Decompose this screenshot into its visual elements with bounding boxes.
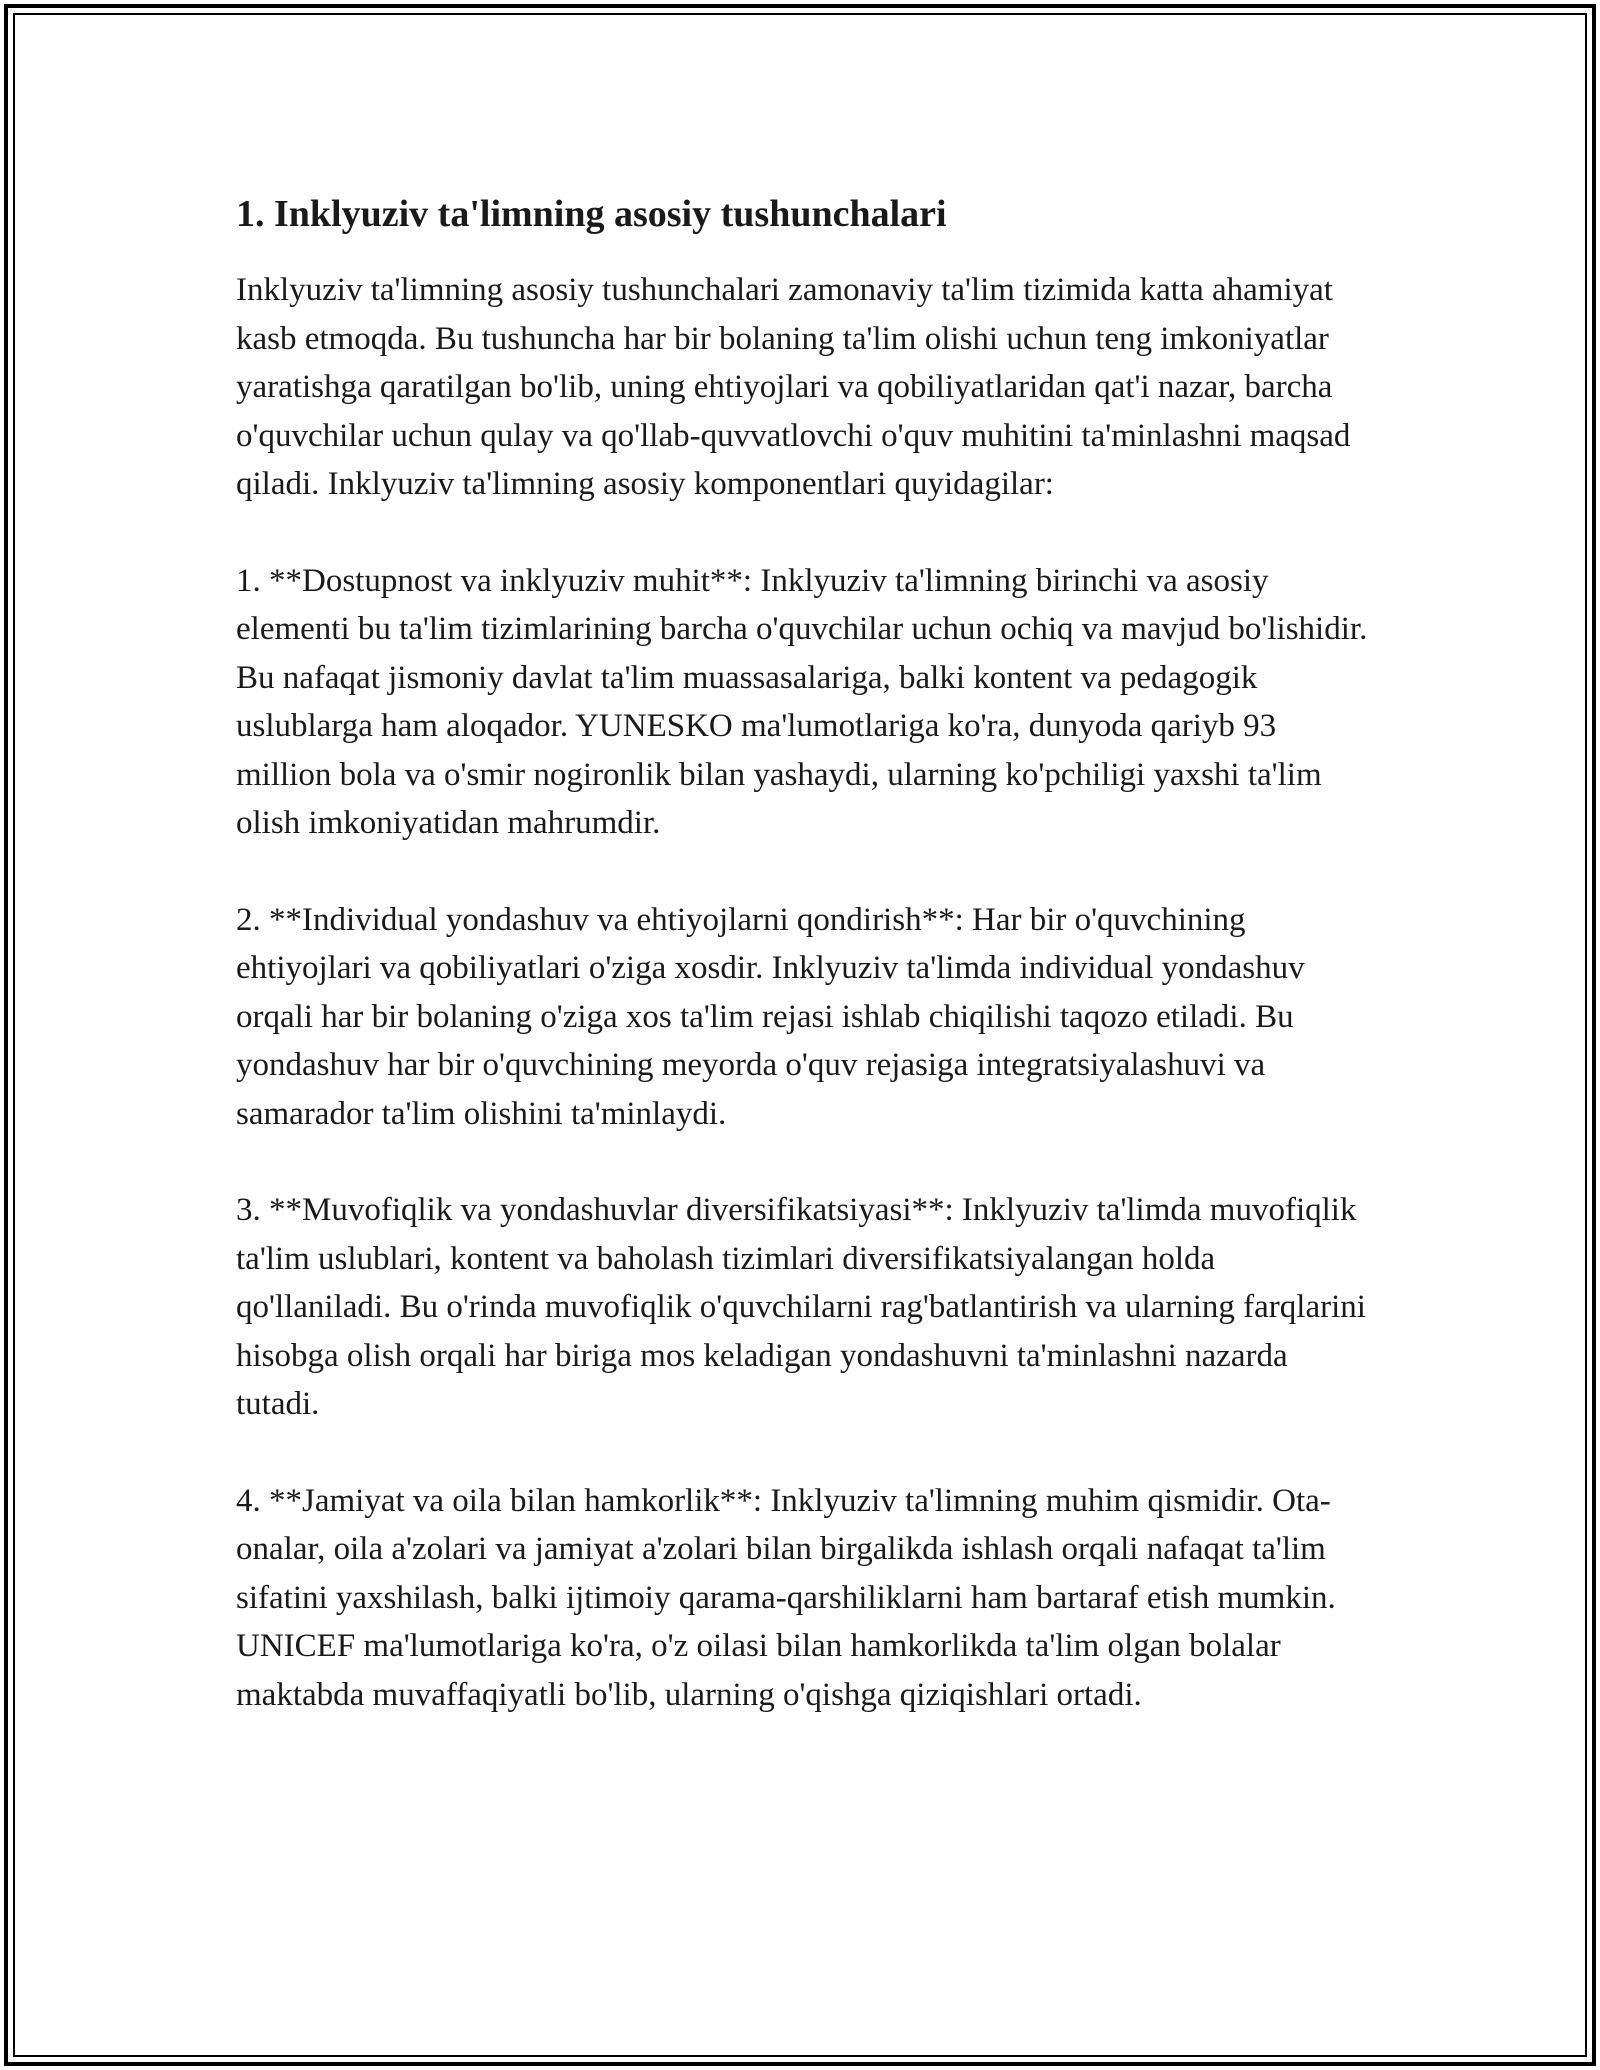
intro-paragraph: Inklyuziv ta'limning asosiy tushunchalari zamonaviy ta'lim tizimida katta ahamiyat kasb etmoqda. Bu tushuncha har bir bolaning ta'lim olishi uchun teng imkoniyatlar yaratishga qaratilgan bo'lib, uning ehtiyojlari va qobiliyatlaridan qat'i nazar, barcha o'quvchilar uchun qulay va qo'llab-quvvatlovchi o'quv muhitini ta'minlashni maqsad qiladi. Inklyuziv ta'limning asosiy komponentlari quyidagilar: [236, 272, 1351, 502]
paragraph-item-3: 3. **Muvofiqlik va yondashuvlar diversifikatsiyasi**: Inklyuziv ta'limda muvofiqlik ta'lim uslublari, kontent va baholash tizimlari diversifikatsiyalangan holda qo'llaniladi. Bu o'rinda muvofiqlik o'quvchilarni rag'batlantirish va ularning farqlarini hisobga olish orqali har biriga mos keladigan yondashuvni ta'minlashni nazarda tutadi. [236, 1192, 1366, 1422]
paragraph-item-4: 4. **Jamiyat va oila bilan hamkorlik**: Inklyuziv ta'limning muhim qismidir. Ota-onalar, oila a'zolari va jamiyat a'zolari bilan birgalikda ishlash orqali nafaqat ta'lim sifatini yaxshilash, balki ijtimoiy qarama-qarshiliklarni ham bartaraf etish mumkin. UNICEF ma'lumotlariga ko'ra, o'z oilasi bilan hamkorlikda ta'lim olgan bolalar maktabda muvaffaqiyatli bo'lib, ularning o'qishga qiziqishlari ortadi. [236, 1482, 1336, 1713]
document-body [236, 190, 1376, 1767]
paragraph-item-2: 2. **Individual yondashuv va ehtiyojlarni qondirish**: Har bir o'quvchining ehtiyojlari va qobiliyatlari o'ziga xosdir. Inklyuziv ta'limda individual yondashuv orqali har bir bolaning o'ziga xos ta'lim rejasi ishlab chiqilishi taqozo etiladi. Bu yondashuv har bir o'quvchining meyorda o'quv rejasiga integratsiyalashuvi va samarador ta'lim olishini ta'minlaydi. [236, 901, 1305, 1132]
paragraph-item-1: 1. **Dostupnost va inklyuziv muhit**: Inklyuziv ta'limning birinchi va asosiy elementi bu ta'lim tizimlarining barcha o'quvchilar uchun ochiq va mavjud bo'lishidir. Bu nafaqat jismoniy davlat ta'lim muassasalariga, balki kontent va pedagogik uslublarga ham aloqador. YUNESKO ma'lumotlariga ko'ra, dunyoda qariyb 93 million bola va o'smir nogironlik bilan yashaydi, ularning ko'pchiligi yaxshi ta'lim olish imkoniyatidan mahrumdir. [236, 562, 1368, 841]
section-heading: 1. Inklyuziv ta'limning asosiy tushunchalari [236, 193, 947, 235]
